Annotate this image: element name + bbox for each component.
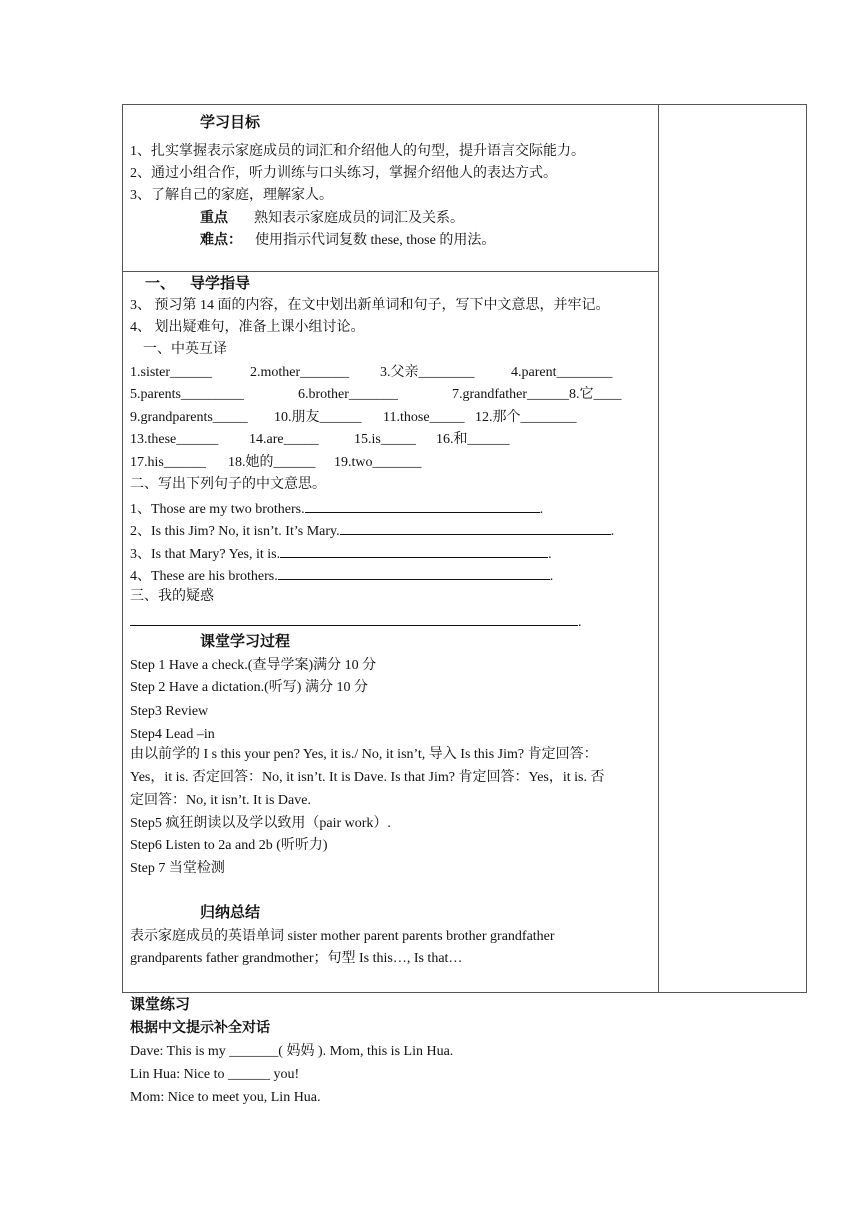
doubt-heading: 三、我的疑惑	[130, 589, 214, 604]
doubt-line: .	[130, 612, 582, 632]
answer-blank[interactable]	[305, 499, 540, 513]
step-7: Step 7 当堂检测	[130, 861, 225, 876]
lead-in-line-1: 由以前学的 I s this your pen? Yes, it is./ No, it isn’t, 导入 Is this Jim? 肯定回答：	[130, 747, 598, 762]
vocab-item: 3.父亲________	[380, 365, 475, 380]
sentence-text: 4、These are his brothers.	[130, 569, 278, 584]
vocab-item: 1.sister______	[130, 365, 213, 380]
answer-blank[interactable]	[340, 521, 611, 535]
process-heading: 课堂学习过程	[200, 632, 291, 650]
difficulty-label: 难点：	[200, 232, 242, 248]
goal-item-1: 1、扎实掌握表示家庭成员的词汇和介绍他人的句型，提升语言交际能力。	[130, 144, 585, 159]
guide-heading: 导学指导	[190, 274, 251, 292]
row-divider	[122, 271, 659, 272]
lead-in-line-3: 定回答：No, it isn’t. It is Dave.	[130, 793, 311, 808]
practice-heading: 课堂练习	[130, 995, 191, 1013]
sentence-line-3: 3、Is that Mary? Yes, it is. .	[130, 544, 552, 564]
doubt-blank[interactable]	[130, 612, 578, 626]
vocab-item: 7.grandfather______8.它____	[452, 387, 622, 402]
dialogue-line-2: Lin Hua: Nice to ______ you!	[130, 1067, 300, 1082]
guide-item-4: 4、 划出疑难句，准备上课小组讨论。	[130, 320, 365, 335]
sentence-text: 2、Is this Jim? No, it isn’t. It’s Mary.	[130, 524, 340, 539]
dialogue-line-1: Dave: This is my _______( 妈妈 ). Mom, this is Lin Hua.	[130, 1044, 454, 1059]
sentence-line-2: 2、Is this Jim? No, it isn’t. It’s Mary. .	[130, 521, 614, 541]
goal-item-2: 2、通过小组合作，听力训练与口头练习，掌握介绍他人的表达方式。	[130, 166, 557, 181]
step-5: Step5 疯狂朗读以及学以致用（pair work）.	[130, 816, 391, 831]
key-point-label: 重点	[200, 210, 228, 226]
sentence-text: 3、Is that Mary? Yes, it is.	[130, 547, 281, 562]
vocab-item: 2.mother_______	[250, 365, 350, 380]
vocab-item: 17.his______	[130, 455, 206, 470]
column-divider	[658, 104, 659, 993]
vocab-item: 18.她的______	[228, 455, 316, 470]
step-3: Step3 Review	[130, 704, 209, 719]
goals-heading: 学习目标	[200, 113, 261, 131]
sentence-line-1: 1、Those are my two brothers. .	[130, 499, 543, 519]
sentence-heading: 二、写出下列句子的中文意思。	[130, 477, 326, 492]
guide-item-3: 3、 预习第 14 面的内容，在文中划出新单词和句子，写下中文意思，并牢记。	[130, 298, 610, 313]
vocab-item: 10.朋友______	[274, 410, 362, 425]
lead-in-line-2: Yes，it is. 否定回答：No, it isn’t. It is Dave. Is that Jim? 肯定回答：Yes，it is. 否	[130, 770, 605, 785]
sentence-line-4: 4、These are his brothers. .	[130, 566, 553, 586]
summary-heading: 归纳总结	[200, 903, 261, 921]
answer-blank[interactable]	[278, 566, 550, 580]
answer-blank[interactable]	[280, 544, 548, 558]
vocab-item: 11.those_____	[383, 410, 465, 425]
vocab-item: 9.grandparents_____	[130, 410, 248, 425]
vocab-item: 19.two_______	[334, 455, 422, 470]
vocab-item: 4.parent________	[511, 365, 613, 380]
vocab-item: 15.is_____	[354, 432, 416, 447]
summary-line-2: grandparents father grandmother；句型 Is this…, Is that…	[130, 951, 463, 966]
practice-subheading: 根据中文提示补全对话	[130, 1020, 270, 1036]
vocab-item: 12.那个________	[475, 410, 577, 425]
summary-line-1: 表示家庭成员的英语单词 sister mother parent parents brother grandfather	[130, 929, 555, 944]
guide-heading-number: 一、	[145, 274, 176, 292]
step-1: Step 1 Have a check.(查导学案)满分 10 分	[130, 658, 377, 673]
dialogue-line-3: Mom: Nice to meet you, Lin Hua.	[130, 1090, 321, 1105]
vocab-item: 16.和______	[436, 432, 510, 447]
vocab-item: 13.these______	[130, 432, 219, 447]
vocab-item: 5.parents_________	[130, 387, 244, 402]
vocab-item: 6.brother_______	[298, 387, 398, 402]
step-4: Step4 Lead –in	[130, 727, 215, 742]
difficulty-text: 使用指示代词复数 these, those 的用法。	[255, 233, 496, 248]
key-point-text: 熟知表示家庭成员的词汇及关系。	[254, 211, 464, 226]
sentence-text: 1、Those are my two brothers.	[130, 502, 305, 517]
translate-heading: 一、中英互译	[143, 342, 227, 357]
step-6: Step6 Listen to 2a and 2b (听听力)	[130, 838, 328, 853]
step-2: Step 2 Have a dictation.(听写) 满分 10 分	[130, 680, 368, 695]
goal-item-3: 3、了解自己的家庭，理解家人。	[130, 188, 333, 203]
vocab-item: 14.are_____	[249, 432, 319, 447]
